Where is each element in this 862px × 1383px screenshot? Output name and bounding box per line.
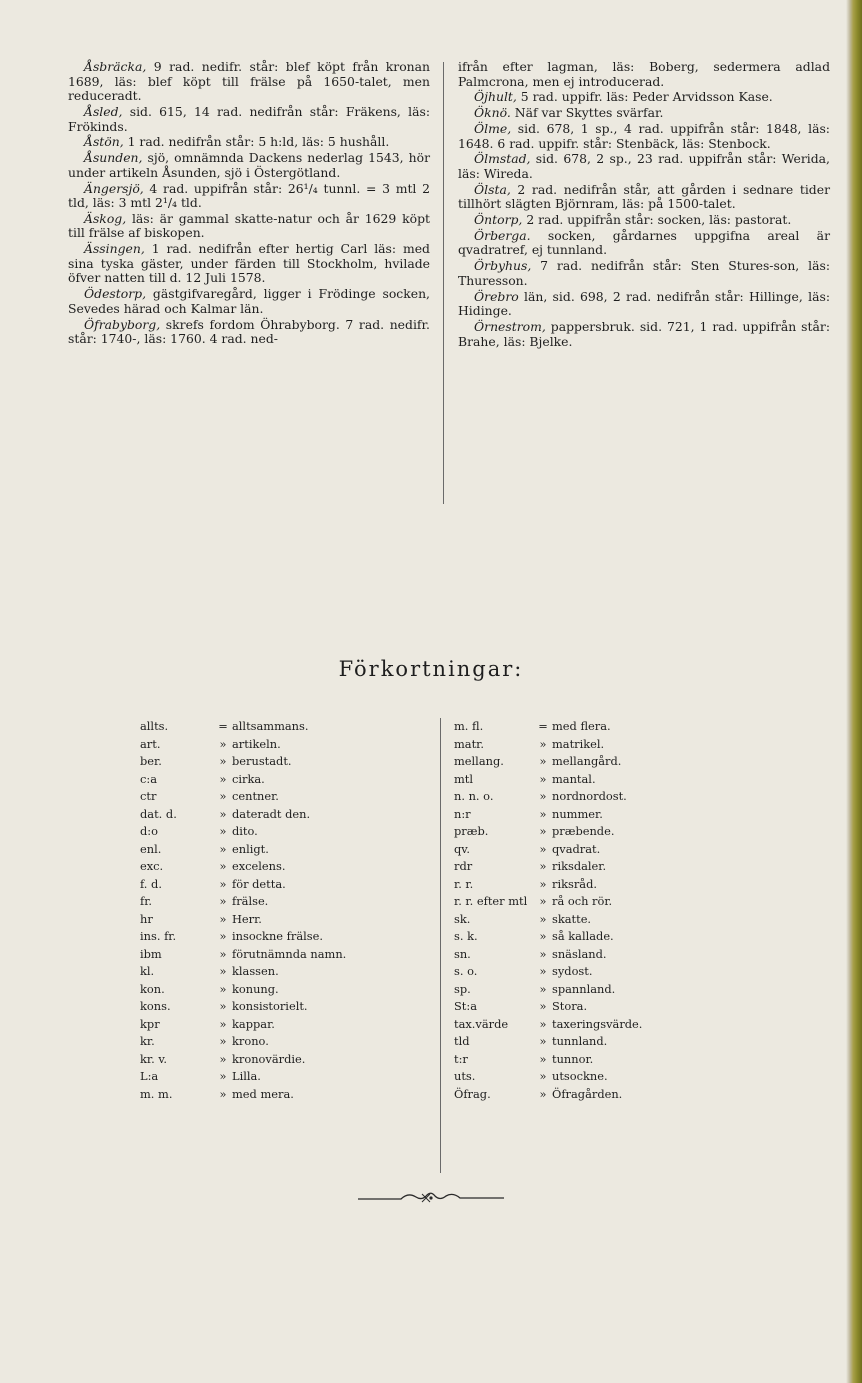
abbreviation-row [454, 946, 784, 964]
abbreviation-expansion: kappar. [232, 1016, 275, 1031]
abbreviation-equals: » [539, 1069, 547, 1083]
abbreviation-equals: » [539, 789, 547, 803]
abbreviation-row [140, 788, 432, 806]
abbreviation-equals: » [219, 964, 227, 978]
abbreviation-expansion: tunnland. [552, 1034, 608, 1048]
abbreviation-row [140, 893, 432, 911]
abbreviation-expansion: med flera. [552, 719, 611, 733]
abbreviation-row [454, 771, 784, 789]
entry [68, 318, 430, 347]
abbreviation-key: f. d. [140, 876, 162, 891]
abbreviation-row [454, 788, 784, 806]
abbreviation-equals: » [219, 1016, 227, 1031]
entry-text: pappersbruk. sid. 721, 1 rad. uppifrån står: Brahe, läs: Bjelke. [458, 318, 830, 349]
abbreviation-key: L:a [140, 1069, 159, 1083]
abbreviation-equals: = [218, 719, 228, 733]
abbreviation-equals: » [219, 1086, 227, 1101]
abbreviation-row [140, 998, 432, 1016]
abbreviation-expansion: Stora. [552, 999, 588, 1013]
abbreviation-expansion: riksråd. [552, 876, 597, 891]
abbreviation-key: s. o. [454, 964, 478, 978]
abbreviation-row [140, 1051, 432, 1069]
abbreviation-expansion: centner. [232, 789, 279, 803]
abbreviation-expansion: Lilla. [232, 1069, 261, 1083]
abbreviation-expansion: alltsammans. [232, 719, 309, 733]
entry [68, 105, 430, 134]
entry-headword: Örberga. [474, 227, 531, 243]
entry-headword: Ängersjö, [84, 180, 144, 196]
entry-text: skrefs fordom Öhrabyborg. 7 rad. nedifr. står: 1740-, läs: 1760. 4 rad. ned- [68, 316, 430, 347]
abbreviation-equals: » [219, 754, 227, 768]
abbreviation-expansion: förutnämnda namn. [232, 946, 347, 961]
entry-headword: Åsunden, [84, 150, 143, 166]
abbreviation-equals: » [219, 736, 227, 751]
abbreviation-key: art. [140, 736, 161, 751]
abbreviation-equals: » [539, 1016, 547, 1031]
abbreviation-row [454, 823, 784, 841]
abbreviation-row [454, 1068, 784, 1086]
entry [458, 90, 830, 105]
abbreviation-equals: » [539, 894, 547, 908]
abbreviation-expansion: qvadrat. [552, 841, 601, 856]
entry [68, 151, 430, 180]
abbreviation-row [140, 1016, 432, 1034]
entry-text: socken, gårdarnes uppgifna areal är qvadratref, ej tunnland. [458, 227, 830, 258]
abbreviation-expansion: för detta. [232, 876, 286, 891]
entry-headword: Öknö. [474, 105, 511, 121]
abbreviation-expansion: artikeln. [232, 736, 281, 751]
entry-headword: Ölsta, [474, 181, 511, 197]
abbreviation-equals: » [539, 1034, 547, 1048]
abbreviation-equals: » [539, 859, 547, 873]
entry-text: sjö, omnämnda Dackens nederlag 1543, hör under artikeln Åsunden, sjö i Östergötland. [68, 150, 430, 180]
abbreviation-expansion: med mera. [232, 1086, 294, 1101]
abbreviations-divider [440, 718, 441, 1173]
abbreviation-key: rdr [454, 859, 473, 873]
abbreviation-key: kr. v. [140, 1051, 168, 1066]
entry-headword: Öjhult, [474, 89, 517, 105]
abbreviation-key: ins. fr. [140, 929, 177, 943]
abbreviation-row [454, 876, 784, 894]
entry-headword: Äskog, [84, 210, 127, 226]
abbreviation-row [454, 736, 784, 754]
page-edge [846, 0, 862, 1383]
abbreviation-row [454, 858, 784, 876]
entry [458, 106, 830, 121]
abbreviation-expansion: frälse. [232, 894, 269, 908]
abbreviation-key: St:a [454, 999, 478, 1013]
abbreviation-equals: » [219, 946, 227, 961]
entry-text: läs: är gammal skatte-natur och år 1629 köpt till frälse af biskopen. [68, 210, 430, 241]
abbreviation-key: t:r [454, 1051, 468, 1066]
abbreviation-row [454, 893, 784, 911]
abbreviation-row [140, 806, 432, 824]
abbreviation-row [140, 1068, 432, 1086]
entry [458, 122, 830, 151]
abbreviation-key: allts. [140, 719, 169, 733]
abbreviation-key: tld [454, 1034, 470, 1048]
abbreviation-key: r. r. efter mtl [454, 894, 528, 908]
abbreviation-equals: » [539, 876, 547, 891]
abbreviation-equals: » [219, 929, 227, 943]
abbreviation-key: mtl [454, 771, 474, 786]
abbreviation-equals: » [219, 911, 227, 926]
entry-headword: Örnestrom, [474, 318, 546, 334]
abbreviation-row [140, 736, 432, 754]
abbreviation-key: kon. [140, 981, 165, 996]
abbreviation-expansion: Öfragården. [552, 1086, 623, 1101]
entry-text: sid. 678, 1 sp., 4 rad. uppifrån står: 1848, läs: 1648. 6 rad. uppifr. står: Stenbäck, läs: Stenbock. [458, 120, 830, 151]
abbreviation-row [140, 981, 432, 999]
abbreviation-expansion: krono. [232, 1034, 269, 1048]
abbreviation-row [454, 806, 784, 824]
abbreviation-key: enl. [140, 841, 162, 856]
abbreviation-equals: » [219, 1069, 227, 1083]
entry-text: ifrån efter lagman, läs: Boberg, sedermera adlad Palmcrona, men ej introducerad. [458, 59, 830, 89]
entry-text: 1 rad. nedifrån står: 5 h:ld, läs: 5 hushåll. [123, 134, 390, 150]
abbreviation-key: kr. [140, 1034, 155, 1048]
entry [68, 135, 430, 150]
abbreviation-key: ctr [140, 789, 157, 803]
abbreviations-heading: Förkortningar: [338, 657, 524, 681]
entry-text: 2 rad. uppifrån står: socken, läs: pastorat. [522, 212, 792, 228]
right-text-column [458, 60, 830, 350]
abbreviation-expansion: så kallade. [552, 929, 614, 943]
entry [458, 320, 830, 349]
entry [458, 183, 830, 212]
abbreviations-right-column [454, 718, 784, 1103]
entry-text: gästgifvaregård, ligger i Frödinge socken, Sevedes härad och Kalmar län. [68, 286, 430, 316]
entry [458, 152, 830, 181]
abbreviation-key: hr [140, 911, 153, 926]
entry-text: 2 rad. nedifrån står, att gården i sednare tider tillhört slägten Björnram, läs: på 1500-talet. [458, 181, 830, 212]
entry [68, 212, 430, 241]
abbreviation-row [454, 963, 784, 981]
entry-text: 4 rad. uppifrån står: 26¹/₄ tunnl. = 3 mtl 2 tld, läs: 3 mtl 2¹/₄ tld. [68, 180, 430, 211]
abbreviation-equals: » [539, 981, 547, 996]
abbreviation-expansion: nordnordost. [552, 789, 627, 803]
abbreviation-expansion: spannland. [552, 981, 616, 996]
abbreviation-row [140, 858, 432, 876]
left-text-column [68, 60, 430, 348]
abbreviation-expansion: riksdaler. [552, 859, 607, 873]
abbreviation-equals: » [539, 946, 547, 961]
entry-headword: Örebro [474, 288, 519, 304]
abbreviation-key: sk. [454, 911, 471, 926]
abbreviation-equals: » [539, 964, 547, 978]
entry-headword: Örbyhus, [474, 258, 532, 274]
abbreviation-equals: » [219, 1034, 227, 1048]
abbreviation-key: Öfrag. [454, 1086, 491, 1101]
abbreviation-key: m. fl. [454, 719, 484, 733]
abbreviation-row [454, 1033, 784, 1051]
abbreviation-key: dat. d. [140, 806, 177, 821]
abbreviation-equals: » [539, 911, 547, 926]
entry-headword: Åsbräcka, [84, 59, 147, 74]
abbreviation-expansion: cirka. [232, 771, 265, 786]
entry-text: län, sid. 698, 2 rad. nedifrån står: Hillinge, läs: Hidinge. [458, 288, 830, 319]
abbreviation-equals: » [539, 929, 547, 943]
abbreviation-row [140, 753, 432, 771]
entry-text: sid. 615, 14 rad. nedifrån står: Fräkens, läs: Frökinds. [68, 103, 430, 134]
abbreviation-row [454, 1086, 784, 1104]
abbreviation-key: sn. [454, 946, 471, 961]
abbreviation-row [454, 911, 784, 929]
abbreviation-key: matr. [454, 736, 484, 751]
abbreviation-row [140, 876, 432, 894]
abbreviation-key: c:a [140, 771, 158, 786]
abbreviation-equals: » [219, 894, 227, 908]
abbreviation-equals: » [539, 736, 547, 751]
abbreviation-key: exc. [140, 859, 164, 873]
abbreviation-expansion: Herr. [232, 911, 262, 926]
abbreviation-equals: » [219, 981, 227, 996]
abbreviation-row [454, 981, 784, 999]
abbreviation-row [454, 1051, 784, 1069]
abbreviation-key: mellang. [454, 754, 504, 768]
entry [458, 290, 830, 319]
entry-headword: Ölme, [474, 120, 512, 136]
abbreviation-expansion: excelens. [232, 859, 286, 873]
abbreviation-expansion: konung. [232, 981, 279, 996]
abbreviation-expansion: snäsland. [552, 946, 607, 961]
abbreviation-equals: » [539, 999, 547, 1013]
abbreviation-row [140, 841, 432, 859]
abbreviation-expansion: taxeringsvärde. [552, 1016, 643, 1031]
abbreviation-key: tax.värde [454, 1016, 509, 1031]
entry-headword: Ässingen, [84, 241, 145, 257]
abbreviation-equals: » [219, 841, 227, 856]
abbreviation-key: s. k. [454, 929, 478, 943]
column-divider [443, 62, 444, 504]
abbreviation-row [140, 1033, 432, 1051]
entry [68, 242, 430, 286]
abbreviation-equals: = [538, 719, 548, 733]
abbreviation-key: ibm [140, 946, 162, 961]
abbreviation-row [454, 1016, 784, 1034]
abbreviation-expansion: utsockne. [552, 1069, 608, 1083]
entry-headword: Åstön, [84, 134, 124, 150]
entry [68, 287, 430, 316]
abbreviation-key: kl. [140, 964, 155, 978]
entry [458, 229, 830, 258]
abbreviation-key: r. r. [454, 876, 474, 891]
entry [458, 259, 830, 288]
abbreviation-expansion: rå och rör. [552, 894, 613, 908]
entry-text: 9 rad. nedifr. står: blef köpt från kronan 1689, läs: blef köpt till frälse på 1650-talet, men reduceradt. [68, 59, 430, 104]
abbreviation-expansion: dito. [232, 824, 258, 838]
abbreviation-key: sp. [454, 981, 471, 996]
abbreviation-equals: » [219, 859, 227, 873]
entry-text: sid. 678, 2 sp., 23 rad. uppifrån står: Werida, läs: Wireda. [458, 151, 830, 181]
abbreviation-expansion: sydost. [552, 964, 593, 978]
abbreviation-row [454, 841, 784, 859]
abbreviation-expansion: insockne frälse. [232, 929, 323, 943]
abbreviation-expansion: dateradt den. [232, 806, 311, 821]
abbreviation-key: n. n. o. [454, 789, 494, 803]
entry-headword: Öntorp, [474, 212, 523, 228]
abbreviation-equals: » [219, 876, 227, 891]
entry-headword: Öfrabyborg, [84, 316, 161, 332]
abbreviation-row [454, 718, 784, 736]
abbreviation-expansion: konsistorielt. [232, 999, 308, 1013]
abbreviation-key: kons. [140, 999, 171, 1013]
abbreviation-key: qv. [454, 841, 470, 856]
abbreviation-equals: » [219, 806, 227, 821]
abbreviation-row [454, 753, 784, 771]
abbreviation-equals: » [539, 771, 547, 786]
entry-headword: Ölmstad, [474, 151, 531, 167]
abbreviation-key: uts. [454, 1069, 476, 1083]
abbreviation-expansion: mantal. [552, 771, 596, 786]
ornament-divider [0, 1190, 862, 1204]
abbreviation-row [140, 946, 432, 964]
abbreviation-key: n:r [454, 806, 471, 821]
entry-text: 7 rad. nedifrån står: Sten Stures-son, läs: Thuresson. [458, 258, 830, 288]
abbreviation-row [454, 998, 784, 1016]
abbreviation-key: d:o [140, 824, 158, 838]
abbreviation-key: kpr [140, 1016, 160, 1031]
abbreviation-equals: » [539, 824, 547, 838]
entry [68, 182, 430, 211]
abbreviation-row [454, 928, 784, 946]
entry-text: 5 rad. uppifr. läs: Peder Arvidsson Kase. [516, 89, 773, 105]
abbreviation-equals: » [539, 1051, 547, 1066]
abbreviation-row [140, 771, 432, 789]
entry-text: Näf var Skyttes svärfar. [510, 105, 664, 121]
entry [458, 60, 830, 89]
abbreviation-equals: » [539, 1086, 547, 1101]
abbreviation-expansion: matrikel. [552, 736, 605, 751]
abbreviation-equals: » [219, 771, 227, 786]
entry-text: 1 rad. nedifrån efter hertig Carl läs: med sina tyska gäster, under färden till Stockholm, hvilade öfver natten till d. 12 Juli 1578. [68, 241, 430, 286]
abbreviation-expansion: klassen. [232, 964, 279, 978]
abbreviation-equals: » [219, 1051, 227, 1066]
abbreviation-expansion: mellangård. [552, 754, 622, 768]
entry [68, 60, 430, 104]
abbreviation-expansion: berustadt. [232, 754, 292, 768]
abbreviations-left-column [140, 718, 432, 1103]
entry-headword: Åsled, [84, 103, 123, 119]
abbreviation-expansion: tunnor. [552, 1051, 594, 1066]
abbreviation-expansion: skatte. [552, 911, 592, 926]
abbreviation-key: ber. [140, 754, 162, 768]
abbreviation-equals: » [539, 806, 547, 821]
abbreviation-key: præb. [454, 824, 489, 838]
abbreviation-row [140, 911, 432, 929]
abbreviation-equals: » [539, 754, 547, 768]
abbreviation-key: m. m. [140, 1086, 173, 1101]
abbreviation-expansion: nummer. [552, 806, 603, 821]
abbreviation-equals: » [219, 999, 227, 1013]
abbreviation-row [140, 1086, 432, 1104]
abbreviation-expansion: kronovärdie. [232, 1051, 306, 1066]
abbreviation-key: fr. [140, 894, 153, 908]
abbreviation-expansion: præbende. [552, 824, 615, 838]
abbreviation-row [140, 963, 432, 981]
abbreviation-row [140, 928, 432, 946]
ornament-icon [356, 1190, 506, 1204]
abbreviation-equals: » [219, 824, 227, 838]
entry-headword: Ödestorp, [84, 286, 147, 302]
abbreviation-row [140, 823, 432, 841]
entry [458, 213, 830, 228]
abbreviation-expansion: enligt. [232, 841, 269, 856]
abbreviation-equals: » [219, 789, 227, 803]
abbreviation-row [140, 718, 432, 736]
abbreviation-equals: » [539, 841, 547, 856]
